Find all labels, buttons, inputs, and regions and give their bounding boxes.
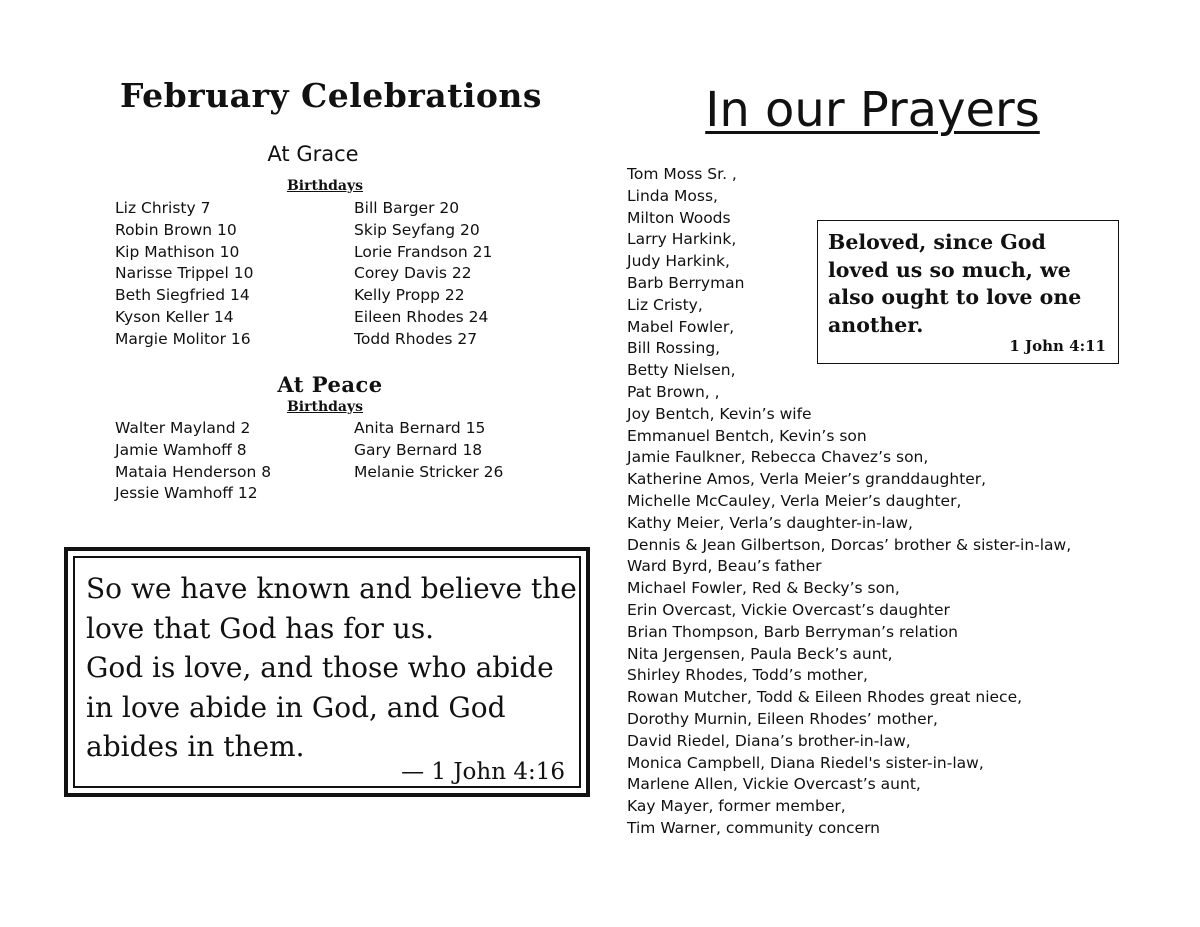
prayer-list-item: Marlene Allen, Vickie Overcast’s aunt, (627, 775, 921, 794)
scripture-inner-border (73, 556, 581, 788)
grace-birthdays-column-1 (115, 198, 253, 351)
text-line: Anita Bernard 15 (354, 419, 486, 437)
prayer-list-item: Liz Cristy, (627, 295, 703, 314)
grace-birthdays-label: Birthdays (286, 178, 364, 194)
prayer-list-item: Pat Brown, , (627, 382, 720, 401)
grace-birthdays-column-2 (354, 198, 492, 351)
text-line: Jessie Wamhoff 12 (115, 484, 258, 503)
text-line: another. (828, 312, 924, 337)
prayer-list-item: Monica Campbell, Diana Riedel's sister-in-law, (627, 753, 984, 772)
prayer-list-item: Linda Moss, (627, 186, 718, 205)
text-line: Jamie Wamhoff 8 (115, 440, 247, 459)
text-line: love that God has for us. (86, 611, 435, 645)
prayer-list-item: Milton Woods (627, 208, 731, 227)
text-line: So we have known and believe the (86, 572, 577, 605)
prayer-list-item: Michelle McCauley, Verla Meier’s daughter, (627, 491, 962, 510)
prayer-list-item: Betty Nielsen, (627, 361, 736, 380)
peace-birthdays-column-2 (354, 418, 503, 483)
text-line: Liz Christy 7 (115, 199, 211, 217)
text-line: Melanie Stricker 26 (354, 462, 504, 481)
text-line: Beth Siegfried 14 (115, 286, 250, 305)
prayer-list-item: Dorothy Murnin, Eileen Rhodes’ mother, (627, 709, 938, 728)
text-line: Beloved, since God (828, 230, 1046, 254)
text-line: loved us so much, we (828, 257, 1071, 282)
peace-birthdays-label: Birthdays (286, 399, 364, 415)
prayer-list-item: Shirley Rhodes, Todd’s mother, (627, 666, 868, 685)
prayer-list-item: David Riedel, Diana’s brother-in-law, (627, 731, 911, 750)
prayer-list-item: Emmanuel Bentch, Kevin’s son (627, 426, 867, 445)
prayer-list-item: Barb Berryman (627, 273, 745, 292)
prayers-title: In our Prayers (705, 82, 1040, 138)
verse-text (828, 229, 1081, 339)
text-line: Mataia Henderson 8 (115, 462, 272, 481)
prayer-list-item: Erin Overcast, Vickie Overcast’s daughter (627, 600, 950, 619)
text-line: abides in them. (86, 730, 305, 763)
prayer-list-item: Nita Jergensen, Paula Beck’s aunt, (627, 644, 893, 663)
peace-heading: At Peace (277, 372, 383, 397)
scripture-reference: — 1 John 4:16 (401, 759, 565, 785)
prayer-list-item: Kathy Meier, Verla’s daughter-in-law, (627, 513, 913, 532)
text-line: in love abide in God, and God (86, 690, 506, 724)
prayer-list-item: Tom Moss Sr. , (627, 165, 737, 183)
text-line: Narisse Trippel 10 (115, 264, 254, 283)
prayer-list-item: Mabel Fowler, (627, 317, 735, 336)
text-line: Corey Davis 22 (354, 264, 472, 283)
prayer-list-item: Katherine Amos, Verla Meier’s granddaughter, (627, 470, 987, 489)
prayer-list-item: Larry Harkink, (627, 230, 737, 249)
prayer-list-item: Jamie Faulkner, Rebecca Chavez’s son, (627, 448, 929, 467)
text-line: Kip Mathison 10 (115, 242, 240, 261)
peace-birthdays-column-1 (115, 418, 271, 505)
text-line: Margie Molitor 16 (115, 329, 251, 348)
prayer-list-item: Brian Thompson, Barb Berryman’s relation (627, 622, 959, 641)
prayer-list-item: Tim Warner, community concern (627, 818, 880, 837)
text-line: Walter Mayland 2 (115, 419, 251, 437)
text-line: Todd Rhodes 27 (354, 329, 478, 348)
verse-box (817, 220, 1119, 364)
prayer-list-item: Ward Byrd, Beau’s father (627, 557, 822, 576)
text-line: Kelly Propp 22 (354, 286, 465, 305)
prayer-list-item: Joy Bentch, Kevin’s wife (627, 404, 812, 423)
page-title: February Celebrations (120, 76, 543, 115)
text-line: Robin Brown 10 (115, 220, 237, 239)
grace-heading: At Grace (267, 142, 359, 166)
text-line: Bill Barger 20 (354, 199, 460, 217)
prayer-list-item: Michael Fowler, Red & Becky’s son, (627, 579, 900, 598)
prayer-list-item: Judy Harkink, (627, 252, 730, 271)
text-line: God is love, and those who abide (86, 651, 554, 684)
prayer-list-item: Rowan Mutcher, Todd & Eileen Rhodes great niece, (627, 688, 1023, 707)
text-line: Lorie Frandson 21 (354, 242, 493, 261)
text-line: Eileen Rhodes 24 (354, 307, 489, 326)
scripture-text (86, 569, 586, 767)
prayer-list-item: Bill Rossing, (627, 339, 721, 358)
text-line: Skip Seyfang 20 (354, 220, 480, 239)
scripture-box (64, 547, 590, 797)
text-line: Gary Bernard 18 (354, 440, 483, 459)
prayer-list-item: Dennis & Jean Gilbertson, Dorcas’ brother & sister-in-law, (627, 535, 1072, 554)
text-line: Kyson Keller 14 (115, 307, 234, 326)
verse-reference: 1 John 4:11 (1009, 337, 1106, 355)
prayer-list-item: Kay Mayer, former member, (627, 797, 846, 816)
text-line: also ought to love one (828, 285, 1082, 309)
